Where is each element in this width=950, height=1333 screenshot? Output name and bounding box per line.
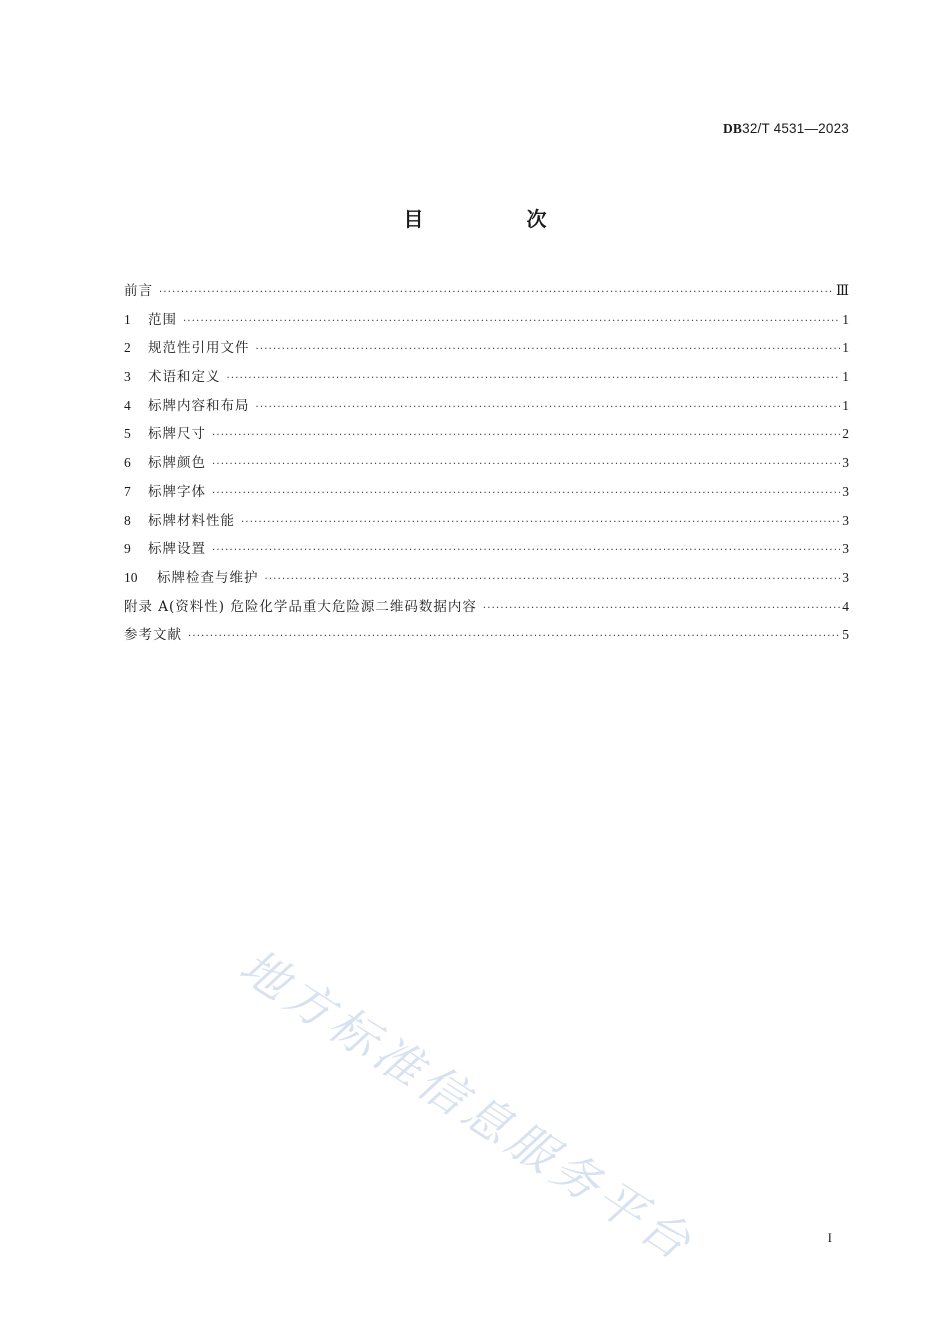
- toc-entry-label: 标牌材料性能: [148, 512, 235, 529]
- toc-entry-number: 2: [124, 340, 131, 356]
- toc-entry-number: 10: [124, 569, 138, 585]
- toc-entry-page: 3: [842, 541, 849, 557]
- toc-entry-number: 9: [124, 541, 131, 557]
- toc-entry-label: 范围: [148, 311, 177, 328]
- toc-entry-label: 附录 A(资料性) 危险化学品重大危险源二维码数据内容: [124, 598, 477, 615]
- toc-entry-label: 标牌检查与维护: [157, 569, 259, 586]
- toc-entry-label: 标牌设置: [148, 541, 206, 558]
- toc-entry-6[interactable]: [124, 452, 849, 481]
- standard-code-number: 32/T 4531—2023: [742, 121, 849, 136]
- toc-entry-number: 6: [124, 455, 131, 471]
- toc-entry-page: 3: [842, 569, 849, 585]
- toc-entry-number: 7: [124, 483, 131, 499]
- toc-entry-label: 前言: [124, 283, 153, 299]
- toc-entry-label: 规范性引用文件: [148, 340, 250, 357]
- toc-entry-8[interactable]: [124, 510, 849, 539]
- toc-entry-number: 8: [124, 512, 131, 528]
- toc-entry-label: 标牌内容和布局: [148, 397, 250, 414]
- toc-entry-label: 参考文献: [124, 627, 182, 644]
- toc-entry-page: 5: [842, 627, 849, 643]
- toc-entry-page: 1: [842, 340, 849, 356]
- toc-entry-2[interactable]: [124, 337, 849, 366]
- toc-leader-dots: [212, 540, 840, 562]
- toc-entry-number: 3: [124, 369, 131, 385]
- toc-entry-page: 2: [842, 426, 849, 442]
- toc-entry-page: 3: [842, 455, 849, 471]
- page-title: 目 次: [403, 207, 595, 231]
- toc-leader-dots: [159, 282, 834, 304]
- toc-entry-page: 4: [842, 598, 849, 614]
- toc-entry-appendix-a[interactable]: [124, 596, 849, 625]
- toc-leader-dots: [256, 339, 841, 361]
- toc-leader-dots: [188, 626, 840, 648]
- toc-entry-number: 5: [124, 426, 131, 442]
- table-of-contents: [124, 280, 849, 653]
- toc-leader-dots: [212, 483, 840, 505]
- toc-entry-label: 标牌字体: [148, 483, 206, 500]
- standard-code: [723, 121, 849, 137]
- toc-leader-dots: [183, 311, 840, 333]
- toc-entry-references[interactable]: [124, 624, 849, 653]
- toc-entry-page: 1: [842, 369, 849, 385]
- toc-entry-page: 3: [842, 512, 849, 528]
- toc-entry-10[interactable]: [124, 567, 849, 596]
- toc-entry-page: Ⅲ: [835, 283, 849, 298]
- toc-entry-4[interactable]: [124, 395, 849, 424]
- toc-entry-9[interactable]: [124, 538, 849, 567]
- toc-entry-page: 1: [842, 397, 849, 413]
- toc-leader-dots: [212, 454, 840, 476]
- toc-entry-number: 1: [124, 311, 131, 327]
- toc-entry-page: 3: [842, 483, 849, 499]
- watermark: 地方标准信息服务平台: [229, 938, 705, 1274]
- toc-entry-7[interactable]: [124, 481, 849, 510]
- toc-leader-dots: [483, 598, 840, 620]
- toc-entry-5[interactable]: [124, 423, 849, 452]
- toc-entry-preface[interactable]: [124, 280, 849, 309]
- toc-entry-page: 1: [842, 311, 849, 327]
- toc-entry-label: 术语和定义: [148, 369, 221, 386]
- toc-entry-1[interactable]: [124, 309, 849, 338]
- standard-code-prefix: DB: [722, 121, 743, 136]
- toc-leader-dots: [241, 512, 840, 534]
- toc-leader-dots: [227, 368, 841, 390]
- toc-leader-dots: [256, 397, 841, 419]
- toc-leader-dots: [212, 425, 840, 447]
- page-number: I: [827, 1230, 832, 1245]
- toc-leader-dots: [265, 569, 841, 591]
- toc-entry-number: 4: [124, 397, 131, 413]
- toc-entry-label: 标牌尺寸: [148, 426, 206, 443]
- toc-entry-label: 标牌颜色: [148, 455, 206, 472]
- toc-entry-3[interactable]: [124, 366, 849, 395]
